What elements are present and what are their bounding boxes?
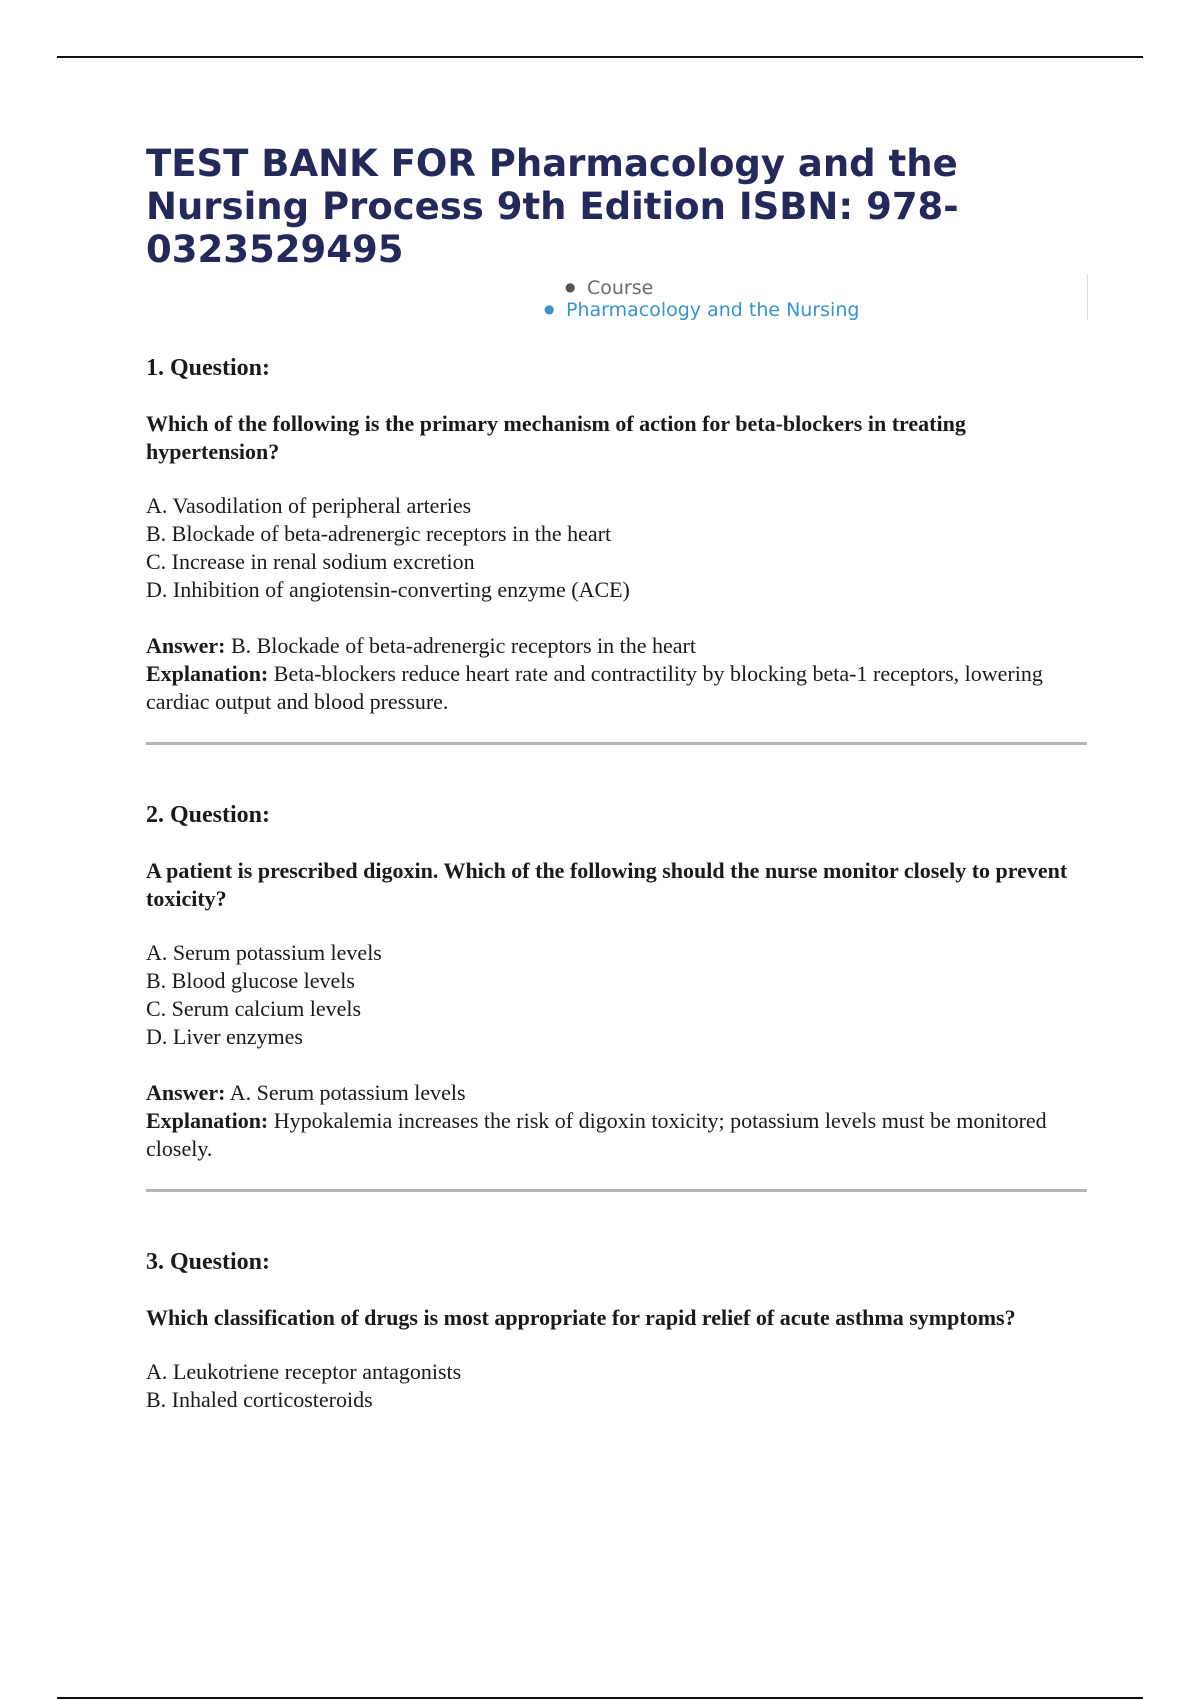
- page-bottom-rule: [57, 1697, 1143, 1699]
- option-item: D. Inhibition of angiotensin-converting enzyme (ACE): [146, 577, 630, 602]
- explanation-text: Hypokalemia increases the risk of digoxin toxicity; potassium levels must be monitored closely.: [146, 1108, 1047, 1161]
- course-name-item[interactable]: [544, 298, 859, 321]
- option-item: C. Increase in renal sodium excretion: [146, 549, 475, 574]
- answer-value: B. Blockade of beta-adrenergic receptors in the heart: [230, 633, 696, 658]
- question-text: Which classification of drugs is most appropriate for rapid relief of acute asthma symptoms?: [146, 1305, 1016, 1330]
- answer-line: [146, 632, 1090, 660]
- explanation-text: Beta-blockers reduce heart rate and contractility by blocking beta-1 receptors, lowering cardiac output and blood pressure.: [146, 661, 1043, 714]
- bullet-icon: ●: [544, 302, 555, 316]
- bullet-icon: ●: [565, 280, 576, 294]
- explanation-label: Explanation:: [146, 1108, 269, 1133]
- option-item: D. Liver enzymes: [146, 1024, 303, 1049]
- explanation-label: Explanation:: [146, 661, 269, 686]
- answer-options: [146, 492, 1090, 604]
- course-meta: [146, 274, 1090, 326]
- answer-value: A. Serum potassium levels: [229, 1080, 466, 1105]
- option-item: C. Serum calcium levels: [146, 996, 362, 1021]
- question-heading: 3. Question:: [146, 1249, 271, 1275]
- question-block-2: [146, 801, 1090, 1192]
- course-name-link[interactable]: Pharmacology and the Nursing: [566, 299, 860, 321]
- option-item: B. Inhaled corticosteroids: [146, 1387, 373, 1412]
- option-item: A. Vasodilation of peripheral arteries: [146, 493, 472, 518]
- explanation-line: [146, 1107, 1090, 1163]
- question-heading: 2. Question:: [146, 802, 271, 828]
- course-label: Course: [587, 277, 654, 299]
- option-item: B. Blockade of beta-adrenergic receptors in the heart: [146, 521, 612, 546]
- question-text: A patient is prescribed digoxin. Which of the following should the nurse monitor closely to prevent toxicity?: [146, 858, 1068, 911]
- answer-options: [146, 1358, 1090, 1414]
- section-divider: [146, 742, 1087, 745]
- question-block-3: [146, 1248, 1090, 1414]
- section-divider: [146, 1189, 1087, 1192]
- option-item: A. Serum potassium levels: [146, 940, 382, 965]
- meta-divider: [1087, 274, 1088, 320]
- document-body: [146, 142, 1090, 1442]
- document-title: TEST BANK FOR Pharmacology and the Nursing Process 9th Edition ISBN: 978-0323529495: [146, 142, 959, 271]
- question-block-1: [146, 354, 1090, 745]
- page-top-rule: [57, 56, 1143, 58]
- answer-options: [146, 939, 1090, 1051]
- answer-line: [146, 1079, 1090, 1107]
- question-heading: 1. Question:: [146, 355, 271, 381]
- answer-label: Answer:: [146, 633, 226, 658]
- answer-label: Answer:: [146, 1080, 226, 1105]
- option-item: B. Blood glucose levels: [146, 968, 355, 993]
- option-item: A. Leukotriene receptor antagonists: [146, 1359, 462, 1384]
- course-label-item: [565, 276, 653, 299]
- question-text: Which of the following is the primary mechanism of action for beta-blockers in treating hypertension?: [146, 411, 966, 464]
- explanation-line: [146, 660, 1090, 716]
